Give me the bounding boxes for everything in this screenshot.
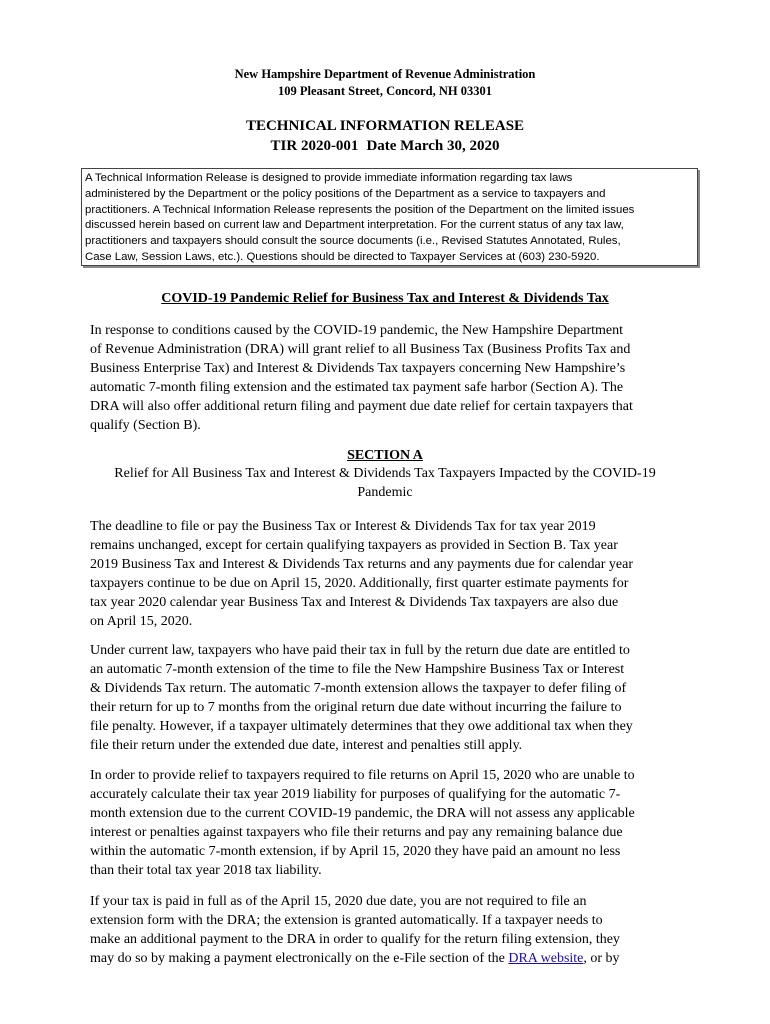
paragraph-line: than their total tax year 2018 tax liability.	[90, 862, 322, 878]
intro-paragraph	[90, 322, 690, 435]
paragraph-text: , or by	[583, 950, 620, 966]
paragraph-line: file penalty. However, if a taxpayer ultimately determines that they owe additional tax when they	[90, 718, 633, 734]
paragraph-line: make an additional payment to the DRA in order to qualify for the return filing extension, they	[90, 931, 620, 947]
paragraph-text: may do so by making a payment electronically on the e-File section of the	[90, 950, 509, 966]
notice-line: Case Law, Session Laws, etc.). Questions should be directed to Taxpayer Services at (603) 230-5920.	[85, 250, 600, 263]
relief-paragraph	[90, 767, 690, 880]
release-title: TECHNICAL INFORMATION RELEASE	[245, 118, 525, 134]
tir-line	[0, 136, 770, 156]
paragraph-line: taxpayers continue to be due on April 15, 2020. Additionally, first quarter estimate payments for	[90, 575, 629, 591]
paragraph-line: their return for up to 7 months from the original return due date without incurring the failure to	[90, 699, 622, 715]
notice-box	[81, 168, 698, 266]
paragraph-line: on April 15, 2020.	[90, 613, 193, 629]
paragraph-line: If your tax is paid in full as of the April 15, 2020 due date, you are not required to file an	[90, 894, 587, 909]
paragraph-line: interest or penalties against taxpayers who file their returns and pay any remaining balance due	[90, 824, 623, 840]
paragraph-line: The deadline to file or pay the Business Tax or Interest & Dividends Tax for tax year 2019	[90, 519, 596, 534]
paragraph-line: file their return under the extended due date, interest and penalties still apply.	[90, 737, 523, 753]
paragraph-line: month extension due to the current COVID-19 pandemic, the DRA will not assess any applicable	[90, 805, 635, 821]
notice-line: discussed herein based on current law and Department interpretation. For the current status of any tax law,	[85, 219, 624, 232]
section-a-subtitle	[0, 465, 770, 503]
subtitle-line: Relief for All Business Tax and Interest & Dividends Tax Taxpayers Impacted by the COVID-19	[114, 466, 656, 481]
paragraph-line: In response to conditions caused by the COVID-19 pandemic, the New Hampshire Department	[90, 323, 624, 338]
section-a-heading: SECTION A	[347, 448, 423, 463]
paragraph-line: qualify (Section B).	[90, 417, 201, 433]
agency-name: New Hampshire Department of Revenue Administration	[234, 67, 536, 81]
paragraph-line: of Revenue Administration (DRA) will grant relief to all Business Tax (Business Profits Tax and	[90, 341, 631, 357]
notice-line: practitioners and taxpayers should consult the source documents (i.e., Revised Statutes Annotated, Rules,	[85, 235, 621, 248]
release-date: Date March 30, 2020	[366, 138, 500, 154]
subtitle-line: Pandemic	[357, 484, 413, 500]
paragraph-line: & Dividends Tax return. The automatic 7-month extension allows the taxpayer to defer filing of	[90, 680, 627, 696]
paragraph-line: extension form with the DRA; the extension is granted automatically. If a taxpayer needs to	[90, 912, 603, 928]
notice-line: practitioners. A Technical Information Release represents the position of the Department on the limited issues	[85, 203, 635, 216]
paragraph-line: an automatic 7-month extension of the time to file the New Hampshire Business Tax or Interest	[90, 661, 625, 677]
paragraph-line: DRA will also offer additional return filing and payment due date relief for certain taxpayers that	[90, 398, 633, 414]
notice-line: administered by the Department or the policy positions of the Department as a service to taxpayers and	[85, 187, 606, 200]
deadline-paragraph	[90, 518, 690, 631]
paragraph-line: accurately calculate their tax year 2019 liability for purposes of qualifying for the automatic 7-	[90, 786, 621, 802]
paragraph-line: Business Enterprise Tax) and Interest & Dividends Tax taxpayers concerning New Hampshire’s	[90, 360, 626, 376]
dra-website-link[interactable]: DRA website	[508, 950, 584, 966]
paragraph-line: automatic 7-month filing extension and the estimated tax payment safe harbor (Section A). The	[90, 379, 624, 395]
payment-paragraph	[90, 893, 690, 969]
paragraph-line: remains unchanged, except for certain qualifying taxpayers as provided in Section B. Tax year	[90, 537, 618, 553]
notice-line: A Technical Information Release is designed to provide immediate information regarding tax laws	[85, 172, 573, 184]
paragraph-line: within the automatic 7-month extension, if by April 15, 2020 they have paid an amount no less	[90, 843, 621, 859]
paragraph-line	[90, 950, 690, 969]
paragraph-line: tax year 2020 calendar year Business Tax and Interest & Dividends Tax taxpayers are also due	[90, 594, 619, 610]
tir-number: TIR 2020-001	[270, 138, 359, 154]
paragraph-line: 2019 Business Tax and Interest & Dividends Tax returns and any payments due for calendar year	[90, 556, 633, 572]
document-title: COVID-19 Pandemic Relief for Business Tax and Interest & Dividends Tax	[161, 291, 609, 306]
agency-address: 109 Pleasant Street, Concord, NH 03301	[278, 84, 492, 98]
paragraph-line: Under current law, taxpayers who have paid their tax in full by the return due date are entitled to	[90, 643, 630, 658]
extension-paragraph	[90, 642, 690, 755]
paragraph-line: In order to provide relief to taxpayers required to file returns on April 15, 2020 who are unable to	[90, 768, 635, 783]
